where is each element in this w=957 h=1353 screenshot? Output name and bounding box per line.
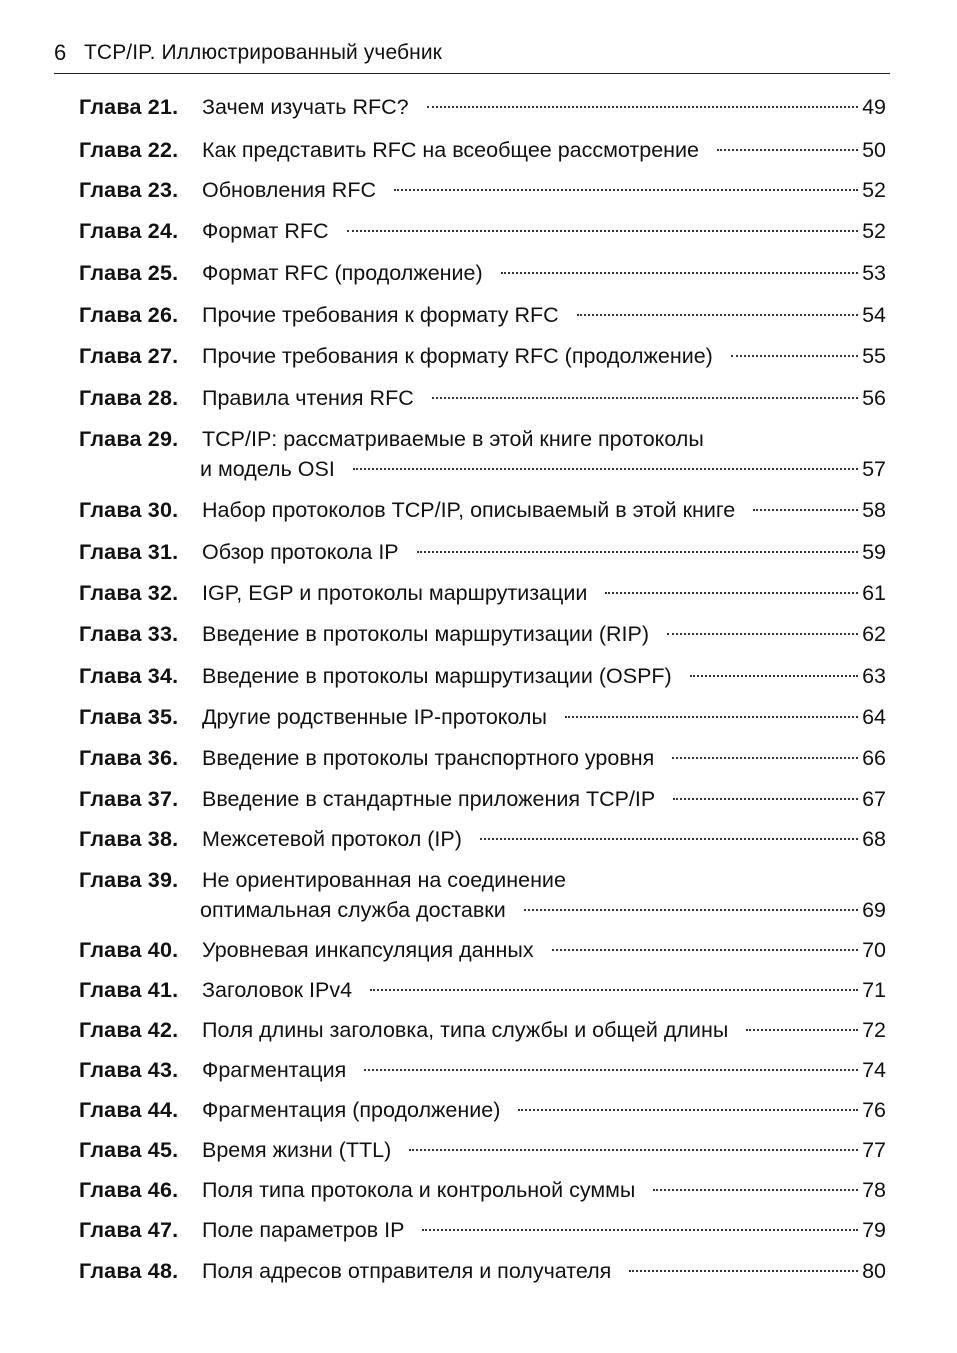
dot-leader bbox=[667, 633, 858, 635]
chapter-title: Уровневая инкапсуляция данных bbox=[202, 938, 534, 962]
toc-entry bbox=[79, 975, 886, 1007]
chapter-label: Глава 46. bbox=[79, 1178, 179, 1202]
chapter-label: Глава 30. bbox=[79, 498, 179, 522]
chapter-label: Глава 31. bbox=[79, 540, 179, 564]
toc-entry bbox=[79, 216, 886, 248]
toc-entry bbox=[79, 1015, 886, 1047]
dot-leader bbox=[394, 189, 858, 191]
page-ref: 62 bbox=[862, 622, 886, 646]
page-ref: 53 bbox=[862, 261, 886, 285]
toc-entry bbox=[79, 1135, 886, 1167]
toc-entry bbox=[79, 300, 886, 332]
dot-leader bbox=[422, 1229, 858, 1231]
chapter-title: Набор протоколов TCP/IP, описываемый в этой книге bbox=[202, 498, 736, 522]
page-ref: 58 bbox=[862, 498, 886, 522]
chapter-label: Глава 24. bbox=[79, 219, 179, 243]
chapter-label: Глава 44. bbox=[79, 1098, 179, 1122]
toc-entry bbox=[79, 537, 886, 569]
chapter-title: Время жизни (TTL) bbox=[202, 1138, 392, 1162]
page-ref: 49 bbox=[862, 95, 886, 119]
page-ref: 56 bbox=[862, 386, 886, 410]
chapter-label: Глава 26. bbox=[79, 303, 179, 327]
page-ref: 78 bbox=[862, 1178, 886, 1202]
toc-entry bbox=[79, 258, 886, 290]
toc-entry bbox=[79, 661, 886, 693]
page-ref: 66 bbox=[862, 746, 886, 770]
dot-leader bbox=[417, 551, 858, 553]
chapter-label: Глава 27. bbox=[79, 344, 179, 368]
page-ref: 80 bbox=[862, 1259, 886, 1283]
page-ref: 57 bbox=[862, 457, 886, 481]
chapter-title: Не ориентированная на соединение bbox=[202, 868, 566, 892]
toc-entry bbox=[79, 824, 886, 856]
toc-entry bbox=[79, 578, 886, 610]
page-ref: 70 bbox=[862, 938, 886, 962]
toc-entry bbox=[79, 865, 886, 927]
page-ref: 76 bbox=[862, 1098, 886, 1122]
chapter-label: Глава 36. bbox=[79, 746, 179, 770]
chapter-title: Введение в протоколы маршрутизации (RIP) bbox=[202, 622, 650, 646]
dot-leader bbox=[565, 716, 858, 718]
chapter-title: Как представить RFC на всеобщее рассмотрение bbox=[202, 138, 699, 162]
chapter-label: Глава 25. bbox=[79, 261, 179, 285]
chapter-label: Глава 43. bbox=[79, 1058, 179, 1082]
chapter-title: Формат RFC (продолжение) bbox=[202, 261, 483, 285]
toc-entry bbox=[79, 1175, 886, 1207]
dot-leader bbox=[364, 1069, 858, 1071]
toc-entry bbox=[79, 743, 886, 775]
dot-leader bbox=[629, 1270, 858, 1272]
toc-entry bbox=[79, 175, 886, 207]
chapter-label: Глава 29. bbox=[79, 427, 179, 451]
chapter-label: Глава 33. bbox=[79, 622, 179, 646]
chapter-label: Глава 35. bbox=[79, 705, 179, 729]
page-ref: 79 bbox=[862, 1218, 886, 1242]
page-ref: 61 bbox=[862, 581, 886, 605]
chapter-label: Глава 45. bbox=[79, 1138, 179, 1162]
page-ref: 71 bbox=[862, 978, 886, 1002]
dot-leader bbox=[653, 1189, 858, 1191]
dot-leader bbox=[731, 355, 858, 357]
page-ref: 72 bbox=[862, 1018, 886, 1042]
chapter-title: Заголовок IPv4 bbox=[202, 978, 353, 1002]
chapter-label: Глава 42. bbox=[79, 1018, 179, 1042]
chapter-label: Глава 37. bbox=[79, 787, 179, 811]
chapter-label: Глава 34. bbox=[79, 664, 179, 688]
page-ref: 55 bbox=[862, 344, 886, 368]
chapter-label: Глава 48. bbox=[79, 1259, 179, 1283]
chapter-title: Введение в протоколы транспортного уровня bbox=[202, 746, 655, 770]
dot-leader bbox=[746, 1029, 858, 1031]
page-ref: 74 bbox=[862, 1058, 886, 1082]
chapter-title: TCP/IP: рассматриваемые в этой книге протоколы bbox=[202, 427, 704, 451]
chapter-title: Другие родственные IP-протоколы bbox=[202, 705, 547, 729]
chapter-label: Глава 28. bbox=[79, 386, 179, 410]
chapter-title: IGP, EGP и протоколы маршрутизации bbox=[202, 581, 588, 605]
chapter-label: Глава 32. bbox=[79, 581, 179, 605]
dot-leader bbox=[427, 106, 858, 108]
dot-leader bbox=[673, 798, 858, 800]
page-ref: 69 bbox=[862, 898, 886, 922]
chapter-title: Прочие требования к формату RFC (продолжение) bbox=[202, 344, 713, 368]
toc-entry bbox=[79, 1215, 886, 1247]
page-ref: 52 bbox=[862, 219, 886, 243]
chapter-label: Глава 21. bbox=[79, 95, 179, 119]
chapter-title: Фрагментация (продолжение) bbox=[202, 1098, 501, 1122]
chapter-title: оптимальная служба доставки bbox=[200, 898, 506, 922]
toc-entry bbox=[79, 1095, 886, 1127]
running-header bbox=[54, 36, 890, 74]
dot-leader bbox=[552, 949, 858, 951]
toc-entry bbox=[79, 135, 886, 167]
chapter-title: Межсетевой протокол (IP) bbox=[202, 827, 462, 851]
dot-leader bbox=[524, 909, 858, 911]
page-ref: 63 bbox=[862, 664, 886, 688]
chapter-title: Формат RFC bbox=[202, 219, 329, 243]
chapter-label: Глава 38. bbox=[79, 827, 179, 851]
chapter-title: и модель OSI bbox=[200, 457, 335, 481]
page-ref: 50 bbox=[862, 138, 886, 162]
toc-entry bbox=[79, 935, 886, 967]
dot-leader bbox=[690, 675, 858, 677]
dot-leader bbox=[480, 838, 858, 840]
dot-leader bbox=[605, 592, 858, 594]
toc-entry bbox=[79, 619, 886, 651]
page-ref: 67 bbox=[862, 787, 886, 811]
dot-leader bbox=[409, 1149, 858, 1151]
page-ref: 54 bbox=[862, 303, 886, 327]
dot-leader bbox=[753, 509, 858, 511]
chapter-title: Обзор протокола IP bbox=[202, 540, 399, 564]
chapter-title: Поля типа протокола и контрольной суммы bbox=[202, 1178, 636, 1202]
toc-entry bbox=[79, 495, 886, 527]
toc-entry bbox=[79, 1055, 886, 1087]
chapter-title: Введение в стандартные приложения TCP/IP bbox=[202, 787, 656, 811]
toc-entry bbox=[79, 383, 886, 415]
dot-leader bbox=[501, 272, 858, 274]
page-ref: 52 bbox=[862, 178, 886, 202]
page-ref: 59 bbox=[862, 540, 886, 564]
chapter-label: Глава 23. bbox=[79, 178, 179, 202]
chapter-label: Глава 39. bbox=[79, 868, 179, 892]
chapter-title: Поля адресов отправителя и получателя bbox=[202, 1259, 612, 1283]
dot-leader bbox=[347, 230, 859, 232]
toc-entry bbox=[79, 784, 886, 816]
chapter-title: Обновления RFC bbox=[202, 178, 376, 202]
chapter-title: Поля длины заголовка, типа службы и общей длины bbox=[202, 1018, 729, 1042]
dot-leader bbox=[672, 757, 858, 759]
dot-leader bbox=[577, 314, 858, 316]
chapter-label: Глава 22. bbox=[79, 138, 179, 162]
chapter-label: Глава 41. bbox=[79, 978, 179, 1002]
dot-leader bbox=[370, 989, 858, 991]
dot-leader bbox=[518, 1109, 858, 1111]
chapter-title: Правила чтения RFC bbox=[202, 386, 414, 410]
dot-leader bbox=[432, 397, 858, 399]
book-title: TCP/IP. Иллюстрированный учебник bbox=[84, 41, 442, 64]
page-ref: 64 bbox=[862, 705, 886, 729]
chapter-title: Фрагментация bbox=[202, 1058, 347, 1082]
page-ref: 77 bbox=[862, 1138, 886, 1162]
page-number: 6 bbox=[54, 40, 67, 65]
chapter-title: Прочие требования к формату RFC bbox=[202, 303, 559, 327]
chapter-title: Поле параметров IP bbox=[202, 1218, 405, 1242]
toc-entry bbox=[79, 1256, 886, 1288]
toc-entry bbox=[79, 702, 886, 734]
chapter-label: Глава 47. bbox=[79, 1218, 179, 1242]
page-ref: 68 bbox=[862, 827, 886, 851]
toc-entry bbox=[79, 92, 886, 124]
dot-leader bbox=[353, 468, 858, 470]
chapter-title: Введение в протоколы маршрутизации (OSPF) bbox=[202, 664, 672, 688]
toc-entry bbox=[79, 341, 886, 373]
chapter-label: Глава 40. bbox=[79, 938, 179, 962]
dot-leader bbox=[717, 149, 858, 151]
toc-entry bbox=[79, 424, 886, 486]
chapter-title: Зачем изучать RFC? bbox=[202, 95, 409, 119]
